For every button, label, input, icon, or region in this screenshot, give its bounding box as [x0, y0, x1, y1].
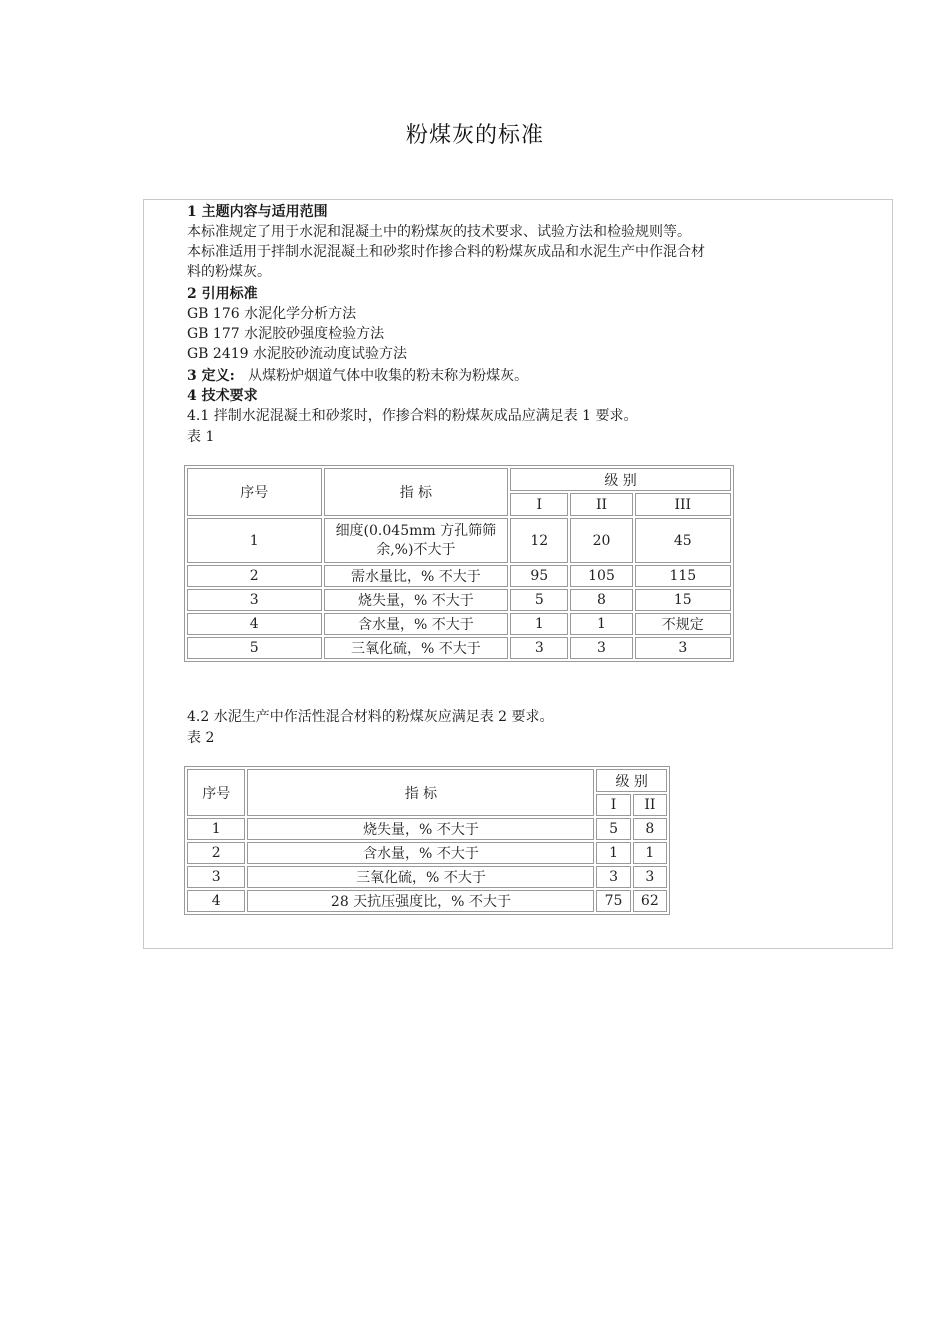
table-cell-indicator: 烧失量，% 不大于 [324, 589, 509, 611]
table-row [187, 842, 667, 864]
table-2 [184, 766, 670, 915]
table-cell-grade-1: 75 [596, 890, 630, 912]
table-2-header-grade: 级 别 [596, 769, 667, 792]
table-2-header-seq: 序号 [187, 769, 245, 816]
section-2-heading: 2 引用标准 [187, 286, 258, 302]
table-cell-grade-2: 105 [570, 565, 632, 587]
table-cell-grade-2: 20 [570, 518, 632, 563]
section-3-text: 从煤粉炉烟道气体中收集的粉末称为粉煤灰。 [248, 368, 529, 384]
section-4-heading: 4 技术要求 [187, 388, 258, 404]
table-cell-indicator [324, 518, 509, 563]
table-cell-grade-1: 5 [510, 589, 568, 611]
table-cell-seq: 4 [187, 613, 322, 635]
table-cell-seq: 2 [187, 842, 245, 864]
table-cell-grade-2: 8 [633, 818, 667, 840]
table-1-header-indicator: 指 标 [324, 468, 509, 516]
table-cell-indicator: 28 天抗压强度比，% 不大于 [247, 890, 594, 912]
table-row [187, 565, 731, 587]
table-2-header-grade-1: I [596, 794, 630, 816]
table-cell-grade-1: 5 [596, 818, 630, 840]
table-cell-grade-2: 1 [570, 613, 632, 635]
table-cell-seq: 3 [187, 589, 322, 611]
table-1-header-seq: 序号 [187, 468, 322, 516]
table-row [187, 637, 731, 659]
table-1 [184, 465, 734, 662]
table-row [187, 518, 731, 563]
table-cell-grade-3: 3 [635, 637, 731, 659]
table-cell-indicator: 含水量，% 不大于 [324, 613, 509, 635]
section-1-heading: 1 主题内容与适用范围 [187, 204, 328, 220]
table-cell-seq: 1 [187, 518, 322, 563]
table-row [187, 818, 667, 840]
table-cell-indicator: 三氧化硫，% 不大于 [324, 637, 509, 659]
table-cell-grade-3: 不规定 [635, 613, 731, 635]
reference-gb177: GB 177 水泥胶砂强度检验方法 [187, 326, 385, 342]
table-1-header-grade: 级 别 [510, 468, 731, 491]
table-cell-seq: 2 [187, 565, 322, 587]
table-1-header-grade-3: III [635, 493, 731, 516]
table-cell-grade-3: 45 [635, 518, 731, 563]
table-cell-grade-2: 8 [570, 589, 632, 611]
table-1-header-grade-2: II [570, 493, 632, 516]
table-row [187, 866, 667, 888]
table-cell-indicator: 烧失量，% 不大于 [247, 818, 594, 840]
table-cell-indicator: 三氧化硫，% 不大于 [247, 866, 594, 888]
section-3-label: 3 定义: [187, 368, 235, 384]
section-1-paragraph-2b: 料的粉煤灰。 [187, 264, 271, 280]
section-4-2: 4.2 水泥生产中作活性混合材料的粉煤灰应满足表 2 要求。 [187, 709, 554, 725]
table-cell-grade-3: 15 [635, 589, 731, 611]
table-cell-seq: 5 [187, 637, 322, 659]
table-2-header-grade-2: II [633, 794, 667, 816]
table-cell-grade-1: 12 [510, 518, 568, 563]
table-cell-seq: 3 [187, 866, 245, 888]
table-cell-grade-2: 3 [570, 637, 632, 659]
table-1-header-grade-1: I [510, 493, 568, 516]
table-cell-grade-1: 3 [596, 866, 630, 888]
section-3-definition [187, 366, 528, 386]
section-4-1: 4.1 拌制水泥混凝土和砂浆时，作掺合料的粉煤灰成品应满足表 1 要求。 [187, 408, 638, 424]
page-title: 粉煤灰的标准 [405, 123, 544, 148]
table-cell-grade-1: 1 [596, 842, 630, 864]
table-1-caption: 表 1 [187, 429, 215, 445]
table-2-caption: 表 2 [187, 730, 215, 746]
reference-gb176: GB 176 水泥化学分析方法 [187, 306, 357, 322]
section-1-paragraph-2a: 本标准适用于拌制水泥混凝土和砂浆时作掺合料的粉煤灰成品和水泥生产中作混合材 [187, 244, 705, 260]
table-cell-grade-2: 3 [633, 866, 667, 888]
table-row [187, 589, 731, 611]
table-cell-indicator: 含水量，% 不大于 [247, 842, 594, 864]
table-2-header-indicator: 指 标 [247, 769, 594, 816]
table-row [187, 613, 731, 635]
table-cell-indicator: 需水量比，% 不大于 [324, 565, 509, 587]
table-cell-grade-2: 1 [633, 842, 667, 864]
table-cell-grade-1: 3 [510, 637, 568, 659]
table-cell-seq: 1 [187, 818, 245, 840]
reference-gb2419: GB 2419 水泥胶砂流动度试验方法 [187, 346, 408, 362]
table-cell-seq: 4 [187, 890, 245, 912]
table-cell-grade-1: 95 [510, 565, 568, 587]
indicator-line-1: 细度(0.045mm 方孔筛筛 [335, 522, 497, 539]
indicator-line-2: 余,%)不大于 [376, 541, 456, 558]
table-row [187, 890, 667, 912]
table-cell-grade-2: 62 [633, 890, 667, 912]
table-cell-grade-3: 115 [635, 565, 731, 587]
section-1-paragraph-1: 本标准规定了用于水泥和混凝土中的粉煤灰的技术要求、试验方法和检验规则等。 [187, 224, 691, 240]
table-cell-grade-1: 1 [510, 613, 568, 635]
